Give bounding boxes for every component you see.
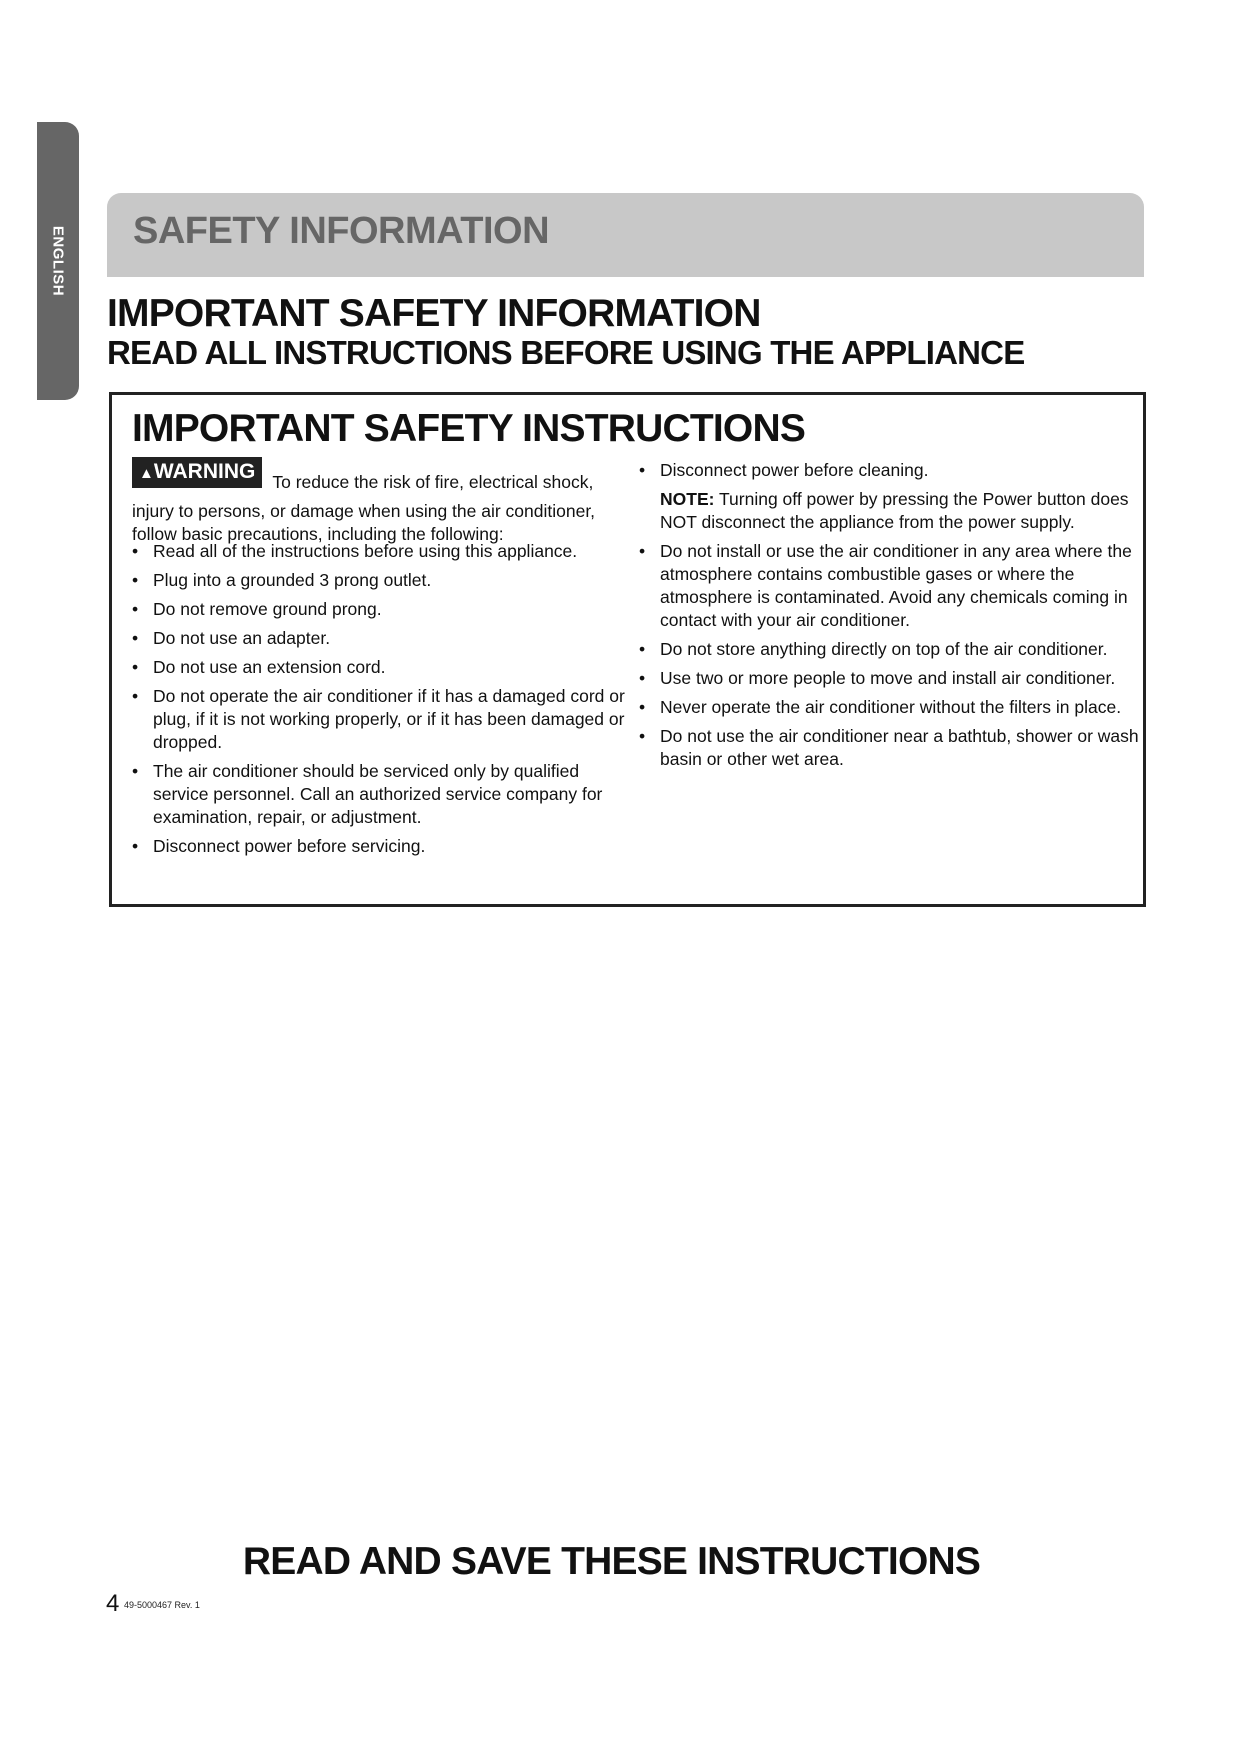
- page-subheading: READ ALL INSTRUCTIONS BEFORE USING THE APPLIANCE: [107, 334, 1025, 371]
- list-item: • Never operate the air conditioner without the filters in place.: [639, 696, 1139, 719]
- list-item: • Disconnect power before servicing.: [132, 835, 632, 858]
- section-header: [107, 193, 1144, 277]
- footer-heading: READ AND SAVE THESE INSTRUCTIONS: [242, 1540, 981, 1583]
- left-list: [132, 540, 632, 858]
- warning-badge: ▲WARNING: [132, 457, 262, 488]
- page-heading: IMPORTANT SAFETY INFORMATION: [107, 292, 761, 335]
- right-column: [639, 459, 1139, 777]
- safety-instructions-box: [109, 392, 1146, 907]
- intro-text: To reduce the risk of fire, electrical shock, injury to persons, or damage when using the air conditioner, follow basic precautions, including the following:: [132, 472, 596, 544]
- page-number: 4: [106, 1590, 120, 1617]
- list-item: • Do not install or use the air conditioner in any area where the atmosphere contains combustible gases or where the atmosphere is contaminated. Avoid any chemicals coming in contact with your air conditioner.: [639, 540, 1139, 632]
- note: [639, 488, 1139, 534]
- right-list: [639, 540, 1139, 771]
- list-item: • Use two or more people to move and install air conditioner.: [639, 667, 1139, 690]
- warning-triangle-icon: ▲: [139, 465, 154, 482]
- warning-intro: [132, 459, 632, 544]
- language-tab: [37, 122, 79, 400]
- list-item: • Do not store anything directly on top of the air conditioner.: [639, 638, 1139, 661]
- list-item: • Plug into a grounded 3 prong outlet.: [132, 569, 632, 592]
- list-item: • Do not use the air conditioner near a bathtub, shower or wash basin or other wet area.: [639, 725, 1139, 771]
- right-list-first: [639, 459, 1139, 482]
- list-item: • Do not use an extension cord.: [132, 656, 632, 679]
- list-item: • Do not use an adapter.: [132, 627, 632, 650]
- list-item: • Disconnect power before cleaning.: [639, 459, 1139, 482]
- note-text: Turning off power by pressing the Power button does NOT disconnect the appliance from the power supply.: [660, 489, 1129, 532]
- note-label: NOTE:: [660, 489, 715, 509]
- section-title: SAFETY INFORMATION: [133, 210, 550, 252]
- list-item: • Read all of the instructions before using this appliance.: [132, 540, 632, 563]
- box-title: IMPORTANT SAFETY INSTRUCTIONS: [132, 407, 806, 450]
- list-item: • The air conditioner should be serviced only by qualified service personnel. Call an authorized service company for examination, repair, or adjustment.: [132, 760, 632, 829]
- list-item: • Do not operate the air conditioner if it has a damaged cord or plug, if it is not working properly, or if it has been damaged or dropped.: [132, 685, 632, 754]
- left-column: [132, 459, 632, 864]
- list-item: • Do not remove ground prong.: [132, 598, 632, 621]
- language-label: ENGLISH: [49, 225, 67, 297]
- document-number: 49-5000467 Rev. 1: [124, 1600, 200, 1610]
